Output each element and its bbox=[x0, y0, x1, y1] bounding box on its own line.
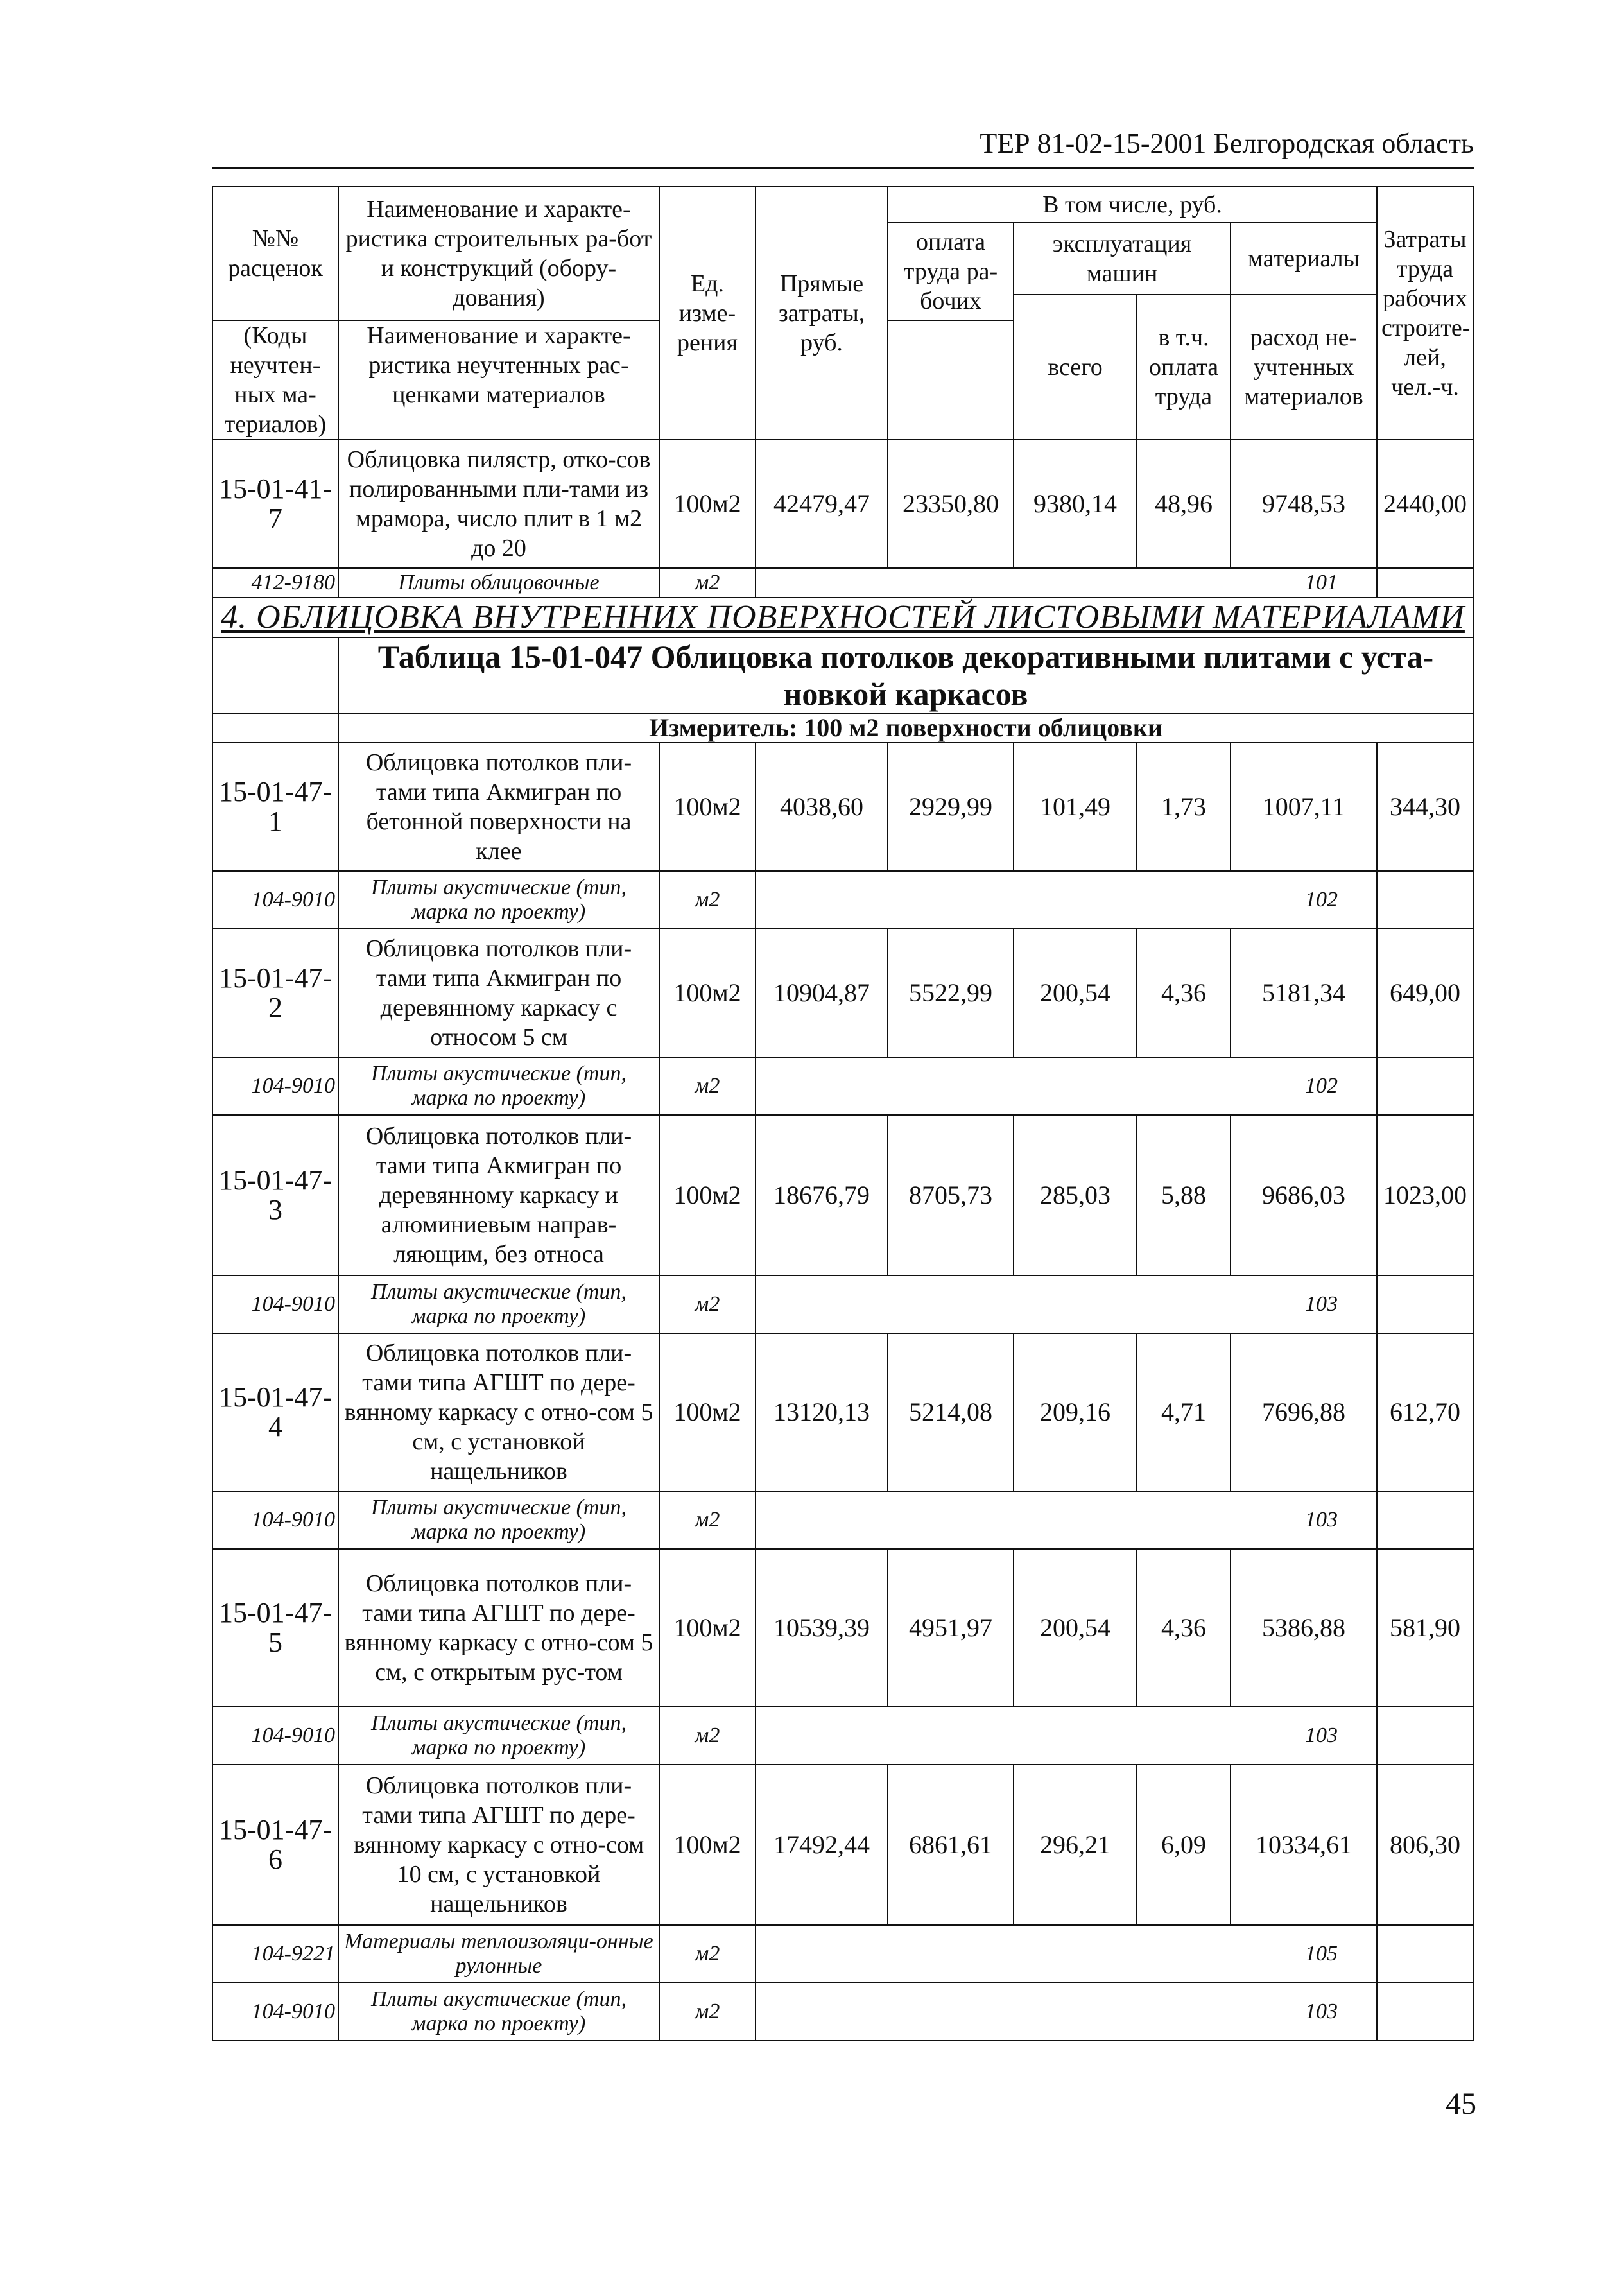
material-empty bbox=[1377, 1057, 1473, 1115]
rate-code: 15-01-41-7 bbox=[212, 440, 338, 568]
table-row bbox=[212, 743, 1473, 871]
rate-labor-pay: 23350,80 bbox=[888, 440, 1014, 568]
rate-labor-pay: 4951,97 bbox=[888, 1549, 1014, 1707]
material-empty bbox=[1377, 1707, 1473, 1765]
col-header-name: Наименование и характе-ристика строительных ра-бот и конструкций (обору-дования) bbox=[338, 187, 659, 320]
material-qty: 103 bbox=[756, 1707, 1377, 1765]
table-title-spacer bbox=[212, 637, 338, 713]
rate-unit: 100м2 bbox=[659, 743, 756, 871]
table-row bbox=[212, 1333, 1473, 1491]
rate-name: Облицовка потолков пли-тами типа Акмигран по деревянному каркасу с относом 5 см bbox=[338, 929, 659, 1057]
material-row bbox=[212, 1057, 1473, 1115]
rate-code: 15-01-47-5 bbox=[212, 1549, 338, 1707]
col-header-mat-usage: расход не-учтенных материалов bbox=[1231, 295, 1377, 440]
rate-mach-pay: 48,96 bbox=[1137, 440, 1231, 568]
page-number: 45 bbox=[1446, 2087, 1476, 2121]
rate-unit: 100м2 bbox=[659, 1765, 756, 1925]
material-row bbox=[212, 1983, 1473, 2041]
rate-machines: 296,21 bbox=[1014, 1765, 1137, 1925]
rate-labor: 806,30 bbox=[1377, 1765, 1473, 1925]
rate-machines: 9380,14 bbox=[1014, 440, 1137, 568]
material-empty bbox=[1377, 568, 1473, 598]
table-row bbox=[212, 440, 1473, 568]
table-title-row bbox=[212, 637, 1473, 713]
rate-materials: 9686,03 bbox=[1231, 1115, 1377, 1275]
material-qty: 105 bbox=[756, 1925, 1377, 1983]
table-row bbox=[212, 1549, 1473, 1707]
material-code: 104-9010 bbox=[212, 1707, 338, 1765]
col-header-incl: В том числе, руб. bbox=[888, 187, 1377, 223]
rate-labor-pay: 6861,61 bbox=[888, 1765, 1014, 1925]
page-header bbox=[212, 126, 1474, 169]
rate-direct: 4038,60 bbox=[756, 743, 888, 871]
material-row bbox=[212, 1925, 1473, 1983]
material-unit: м2 bbox=[659, 1707, 756, 1765]
material-empty bbox=[1377, 1491, 1473, 1549]
material-unit: м2 bbox=[659, 1925, 756, 1983]
rate-code: 15-01-47-1 bbox=[212, 743, 338, 871]
material-empty bbox=[1377, 1925, 1473, 1983]
material-unit: м2 bbox=[659, 1983, 756, 2041]
rate-mach-pay: 1,73 bbox=[1137, 743, 1231, 871]
rate-machines: 200,54 bbox=[1014, 929, 1137, 1057]
rate-labor-pay: 5214,08 bbox=[888, 1333, 1014, 1491]
material-code: 104-9010 bbox=[212, 1983, 338, 2041]
material-qty: 101 bbox=[756, 568, 1377, 598]
material-qty: 102 bbox=[756, 871, 1377, 929]
material-row bbox=[212, 1491, 1473, 1549]
rate-labor: 344,30 bbox=[1377, 743, 1473, 871]
rate-name: Облицовка потолков пли-тами типа АГШТ по дере-вянному каркасу с отно-сом 5 см, с открытым рус-том bbox=[338, 1549, 659, 1707]
rate-unit: 100м2 bbox=[659, 929, 756, 1057]
rate-direct: 10539,39 bbox=[756, 1549, 888, 1707]
rate-direct: 13120,13 bbox=[756, 1333, 888, 1491]
material-qty: 103 bbox=[756, 1275, 1377, 1333]
rate-machines: 200,54 bbox=[1014, 1549, 1137, 1707]
col-header-codes: (Коды неучтен-ных ма-териалов) bbox=[212, 320, 338, 440]
rate-materials: 1007,11 bbox=[1231, 743, 1377, 871]
material-unit: м2 bbox=[659, 871, 756, 929]
header-row-1 bbox=[212, 187, 1473, 223]
section-title: 4. ОБЛИЦОВКА ВНУТРЕННИХ ПОВЕРХНОСТЕЙ ЛИСТОВЫМИ МАТЕРИАЛАМИ bbox=[212, 598, 1473, 637]
rate-labor: 612,70 bbox=[1377, 1333, 1473, 1491]
material-row bbox=[212, 1707, 1473, 1765]
measure-row bbox=[212, 713, 1473, 743]
rate-mach-pay: 4,36 bbox=[1137, 1549, 1231, 1707]
material-unit: м2 bbox=[659, 1491, 756, 1549]
material-name: Плиты акустические (тип, марка по проекту) bbox=[338, 1275, 659, 1333]
table-title: Таблица 15-01-047 Облицовка потолков декоративными плитами с уста-новкой каркасов bbox=[338, 637, 1473, 713]
material-unit: м2 bbox=[659, 1275, 756, 1333]
rate-labor: 1023,00 bbox=[1377, 1115, 1473, 1275]
rate-materials: 7696,88 bbox=[1231, 1333, 1377, 1491]
rate-labor: 649,00 bbox=[1377, 929, 1473, 1057]
measure-unit: Измеритель: 100 м2 поверхности облицовки bbox=[338, 713, 1473, 743]
rate-name: Облицовка пилястр, отко-сов полированными пли-тами из мрамора, число плит в 1 м2 до 20 bbox=[338, 440, 659, 568]
material-name: Плиты акустические (тип, марка по проекту) bbox=[338, 871, 659, 929]
material-empty bbox=[1377, 1983, 1473, 2041]
rate-unit: 100м2 bbox=[659, 1115, 756, 1275]
rate-machines: 101,49 bbox=[1014, 743, 1137, 871]
rate-materials: 9748,53 bbox=[1231, 440, 1377, 568]
col-header-mach-total: всего bbox=[1014, 295, 1137, 440]
col-header-labor-pay-cont bbox=[888, 320, 1014, 440]
rate-machines: 285,03 bbox=[1014, 1115, 1137, 1275]
col-header-num: №№ расценок bbox=[212, 187, 338, 320]
material-empty bbox=[1377, 1275, 1473, 1333]
rate-mach-pay: 4,71 bbox=[1137, 1333, 1231, 1491]
material-unit: м2 bbox=[659, 1057, 756, 1115]
material-code: 104-9221 bbox=[212, 1925, 338, 1983]
table-row bbox=[212, 929, 1473, 1057]
rate-name: Облицовка потолков пли-тами типа Акмигран по деревянному каркасу и алюминиевым направ-ляющим, без относа bbox=[338, 1115, 659, 1275]
rate-labor: 581,90 bbox=[1377, 1549, 1473, 1707]
material-code: 412-9180 bbox=[212, 568, 338, 598]
rate-labor: 2440,00 bbox=[1377, 440, 1473, 568]
rate-direct: 17492,44 bbox=[756, 1765, 888, 1925]
col-header-labor: Затраты труда рабочих строите-лей, чел.-ч. bbox=[1377, 187, 1473, 440]
measure-spacer bbox=[212, 713, 338, 743]
col-header-machines: эксплуатация машин bbox=[1014, 223, 1231, 295]
rate-unit: 100м2 bbox=[659, 1549, 756, 1707]
rate-labor-pay: 2929,99 bbox=[888, 743, 1014, 871]
col-header-mach-pay: в т.ч. оплата труда bbox=[1137, 295, 1231, 440]
rate-materials: 5386,88 bbox=[1231, 1549, 1377, 1707]
rate-machines: 209,16 bbox=[1014, 1333, 1137, 1491]
material-name: Плиты акустические (тип, марка по проекту) bbox=[338, 1707, 659, 1765]
rate-code: 15-01-47-6 bbox=[212, 1765, 338, 1925]
rate-unit: 100м2 bbox=[659, 1333, 756, 1491]
col-header-materials: материалы bbox=[1231, 223, 1377, 295]
material-unit: м2 bbox=[659, 568, 756, 598]
rate-labor-pay: 8705,73 bbox=[888, 1115, 1014, 1275]
rate-name: Облицовка потолков пли-тами типа АГШТ по дере-вянному каркасу с отно-сом 5 см, с установкой нащельников bbox=[338, 1333, 659, 1491]
material-qty: 103 bbox=[756, 1983, 1377, 2041]
rate-code: 15-01-47-2 bbox=[212, 929, 338, 1057]
material-code: 104-9010 bbox=[212, 1491, 338, 1549]
material-name: Плиты акустические (тип, марка по проекту) bbox=[338, 1057, 659, 1115]
table-row bbox=[212, 1115, 1473, 1275]
col-header-name-mat: Наименование и характе-ристика неучтенных рас-ценками материалов bbox=[338, 320, 659, 440]
rates-table bbox=[212, 186, 1474, 2041]
rate-materials: 5181,34 bbox=[1231, 929, 1377, 1057]
material-code: 104-9010 bbox=[212, 1057, 338, 1115]
rate-unit: 100м2 bbox=[659, 440, 756, 568]
rate-labor-pay: 5522,99 bbox=[888, 929, 1014, 1057]
rate-mach-pay: 4,36 bbox=[1137, 929, 1231, 1057]
rate-code: 15-01-47-3 bbox=[212, 1115, 338, 1275]
rate-code: 15-01-47-4 bbox=[212, 1333, 338, 1491]
rate-name: Облицовка потолков пли-тами типа АГШТ по дере-вянному каркасу с отно-сом 10 см, с установкой нащельников bbox=[338, 1765, 659, 1925]
rate-direct: 18676,79 bbox=[756, 1115, 888, 1275]
rate-mach-pay: 6,09 bbox=[1137, 1765, 1231, 1925]
material-name: Плиты облицовочные bbox=[338, 568, 659, 598]
material-code: 104-9010 bbox=[212, 1275, 338, 1333]
material-qty: 103 bbox=[756, 1491, 1377, 1549]
rate-mach-pay: 5,88 bbox=[1137, 1115, 1231, 1275]
col-header-labor-pay: оплата труда ра-бочих bbox=[888, 223, 1014, 320]
document-title: ТЕР 81-02-15-2001 Белгородская область bbox=[980, 128, 1474, 159]
material-code: 104-9010 bbox=[212, 871, 338, 929]
material-row bbox=[212, 871, 1473, 929]
col-header-direct: Прямые затраты, руб. bbox=[756, 187, 888, 440]
material-name: Плиты акустические (тип, марка по проекту) bbox=[338, 1983, 659, 2041]
material-row bbox=[212, 1275, 1473, 1333]
section-row bbox=[212, 598, 1473, 637]
table-row bbox=[212, 1765, 1473, 1925]
material-row bbox=[212, 568, 1473, 598]
material-name: Материалы теплоизоляци-онные рулонные bbox=[338, 1925, 659, 1983]
material-empty bbox=[1377, 871, 1473, 929]
col-header-unit: Ед. изме-рения bbox=[659, 187, 756, 440]
rate-name: Облицовка потолков пли-тами типа Акмигран по бетонной поверхности на клее bbox=[338, 743, 659, 871]
rate-materials: 10334,61 bbox=[1231, 1765, 1377, 1925]
rate-direct: 42479,47 bbox=[756, 440, 888, 568]
material-name: Плиты акустические (тип, марка по проекту) bbox=[338, 1491, 659, 1549]
material-qty: 102 bbox=[756, 1057, 1377, 1115]
rate-direct: 10904,87 bbox=[756, 929, 888, 1057]
